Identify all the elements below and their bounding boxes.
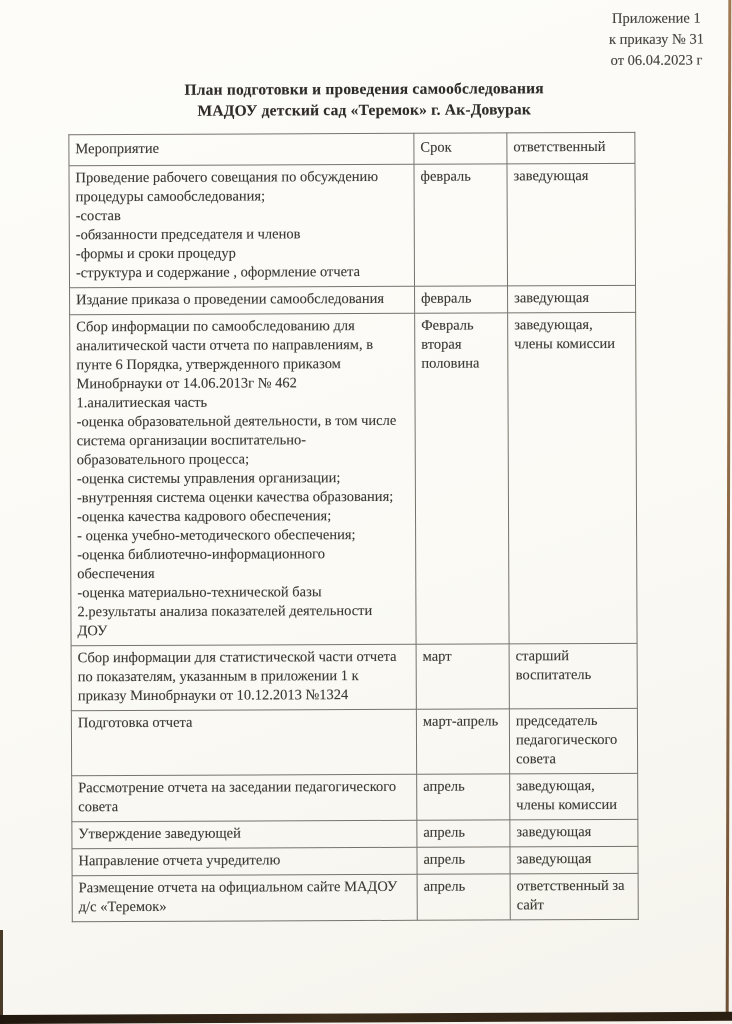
term-cell: март	[416, 644, 509, 709]
activity-cell: Размещение отчета на официальном сайте МАДОУ д/с «Теремок»	[72, 874, 417, 922]
header-responsible: ответственный	[507, 132, 635, 164]
table-row	[71, 643, 637, 710]
table-row	[71, 708, 637, 775]
corner-note-line: к приказу № 31	[608, 31, 704, 48]
document-title-line: План подготовки и проведения самообследования	[184, 80, 544, 99]
table-row	[70, 285, 636, 314]
document-title-line: МАДОУ детский сад «Теремок» г. Ак-Довурак	[197, 101, 532, 120]
term-cell: апрель	[417, 874, 510, 920]
table-row	[72, 819, 638, 848]
table-header-row	[69, 132, 635, 165]
table-row	[69, 163, 636, 287]
responsible-cell: ответственный за сайт	[510, 873, 638, 920]
responsible-cell: заведующая	[508, 285, 636, 313]
responsible-cell: заведующая	[510, 846, 638, 874]
responsible-cell: заведующая, члены комиссии	[510, 773, 638, 820]
activity-cell: Подготовка отчета	[71, 709, 416, 776]
activity-cell: Направление отчета учредителю	[72, 847, 417, 876]
activity-cell: Издание приказа о проведении самообследования	[70, 286, 415, 315]
header-activity: Мероприятие	[69, 133, 414, 166]
corner-note-line: Приложение 1	[611, 10, 701, 27]
responsible-cell: заведующая	[507, 163, 636, 286]
term-cell: февраль	[415, 286, 508, 313]
activity-cell: Сбор информации для статистической части отчета по показателям, указанным в приложении 1 к приказу Минобрнауки от 10.12.2013 №1324	[71, 644, 416, 711]
activity-cell: Сбор информации по самообследованию для аналитической части отчета по направлениям, в пунте 6 Порядка, утвержденного приказом Минобрнауки от 14.06.2013г № 462 1.аналитиеская часть -оценка образовательной деятельности, в том числе система организации воспитательно- образовательного процесса; -оценка системы управления организации; -внутренняя система оценки качества образования; -оценка качества кадрового обеспечения; - оценка учебно-методического обеспечения; -оценка библиотечно-информационного обеспечения -оценка материально-технической базы 2.результаты анализа показателей деятельности ДОУ	[70, 313, 416, 646]
responsible-cell: председатель педагогического совета	[509, 708, 637, 774]
term-cell: март-апрель	[416, 709, 509, 774]
table-row	[70, 312, 637, 645]
term-cell: апрель	[417, 820, 510, 847]
responsible-cell: старший воспитатель	[509, 643, 637, 709]
table-row	[72, 873, 638, 921]
plan-table	[68, 132, 638, 922]
activity-cell: Утверждение заведующей	[72, 820, 417, 849]
header-term: Срок	[414, 133, 507, 164]
table-row	[72, 773, 638, 821]
corner-note	[609, 9, 704, 72]
term-cell: апрель	[417, 774, 510, 820]
responsible-cell: заведующая	[510, 819, 638, 847]
activity-cell: Проведение рабочего совещания по обсуждению процедуры самообследования; -состав -обязанности председателя и членов -формы и сроки процедур -структура и содержание , оформление отчета	[69, 164, 415, 288]
responsible-cell: заведующая, члены комиссии	[508, 312, 637, 644]
corner-note-line: от 06.04.2023 г	[610, 52, 703, 69]
table-row	[72, 846, 638, 875]
term-cell: февраль	[414, 164, 508, 286]
term-cell: Февраль вторая половина	[415, 313, 509, 644]
document-title	[0, 77, 730, 122]
term-cell: апрель	[417, 847, 510, 874]
scan-edge-left	[0, 930, 3, 1016]
activity-cell: Рассмотрение отчета на заседании педагогического совета	[72, 774, 417, 822]
